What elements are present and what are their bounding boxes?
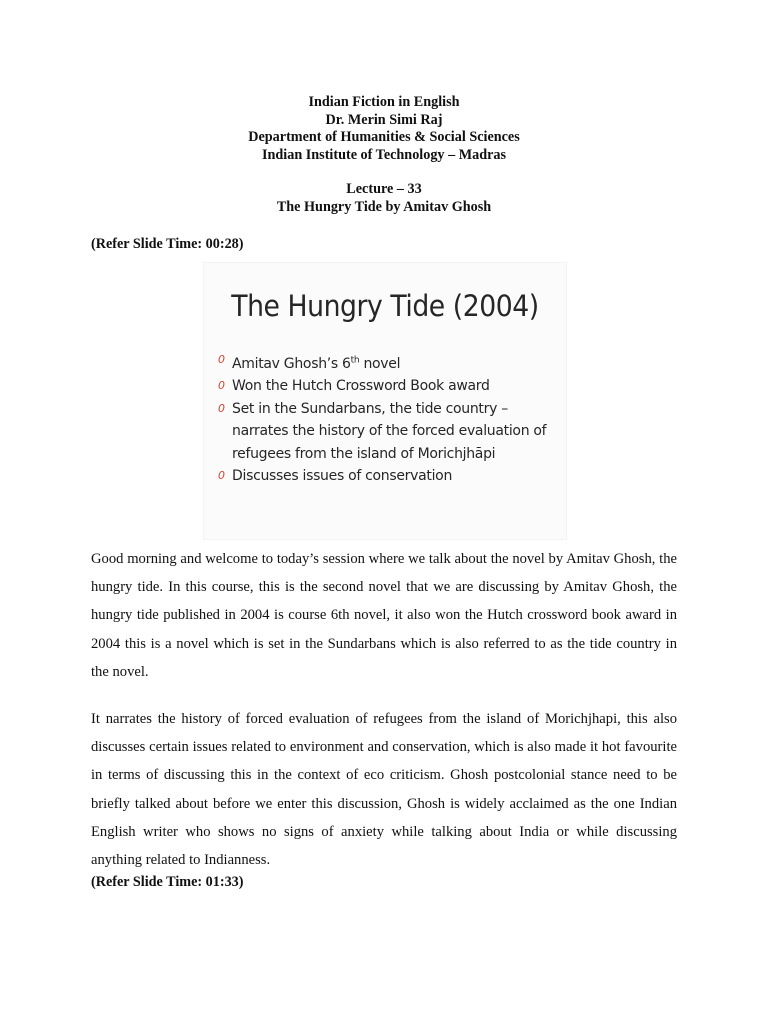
lecture-number: Lecture – 33: [346, 181, 422, 197]
bullet-marker-icon: 0: [218, 379, 225, 393]
slide-bullet: 0 Discusses issues of conservation: [218, 465, 558, 488]
body-paragraph: Good morning and welcome to today’s session where we talk about the novel by Amitav Ghosh, the hungry tide. In this course, this is the second novel that we are discussing by Amitav Ghosh, the hungry tide published in 2004 is course 6th novel, it also won the Hutch crossword book award in 2004 this is a novel which is set in the Sundarbans which is also referred to as the tide country in the novel.: [91, 551, 677, 680]
slide-bullet: 0 Set in the Sundarbans, the tide country – narrates the history of the forced evaluation of refugees from the island of Morichjhāpi: [218, 398, 558, 466]
institute-name: Indian Institute of Technology – Madras: [262, 146, 506, 163]
refer-slide-time-1: (Refer Slide Time: 00:28): [91, 236, 244, 252]
instructor-name: Dr. Merin Simi Raj: [325, 111, 443, 128]
bullet-marker-icon: 0: [218, 401, 225, 415]
slide-bullet-list: [218, 349, 558, 488]
slide-image: [203, 262, 567, 540]
slide-bullet: 0 Amitav Ghosh’s 6th novel: [218, 349, 558, 375]
refer-slide-time-2: (Refer Slide Time: 01:33): [91, 874, 244, 890]
course-title: Indian Fiction in English: [308, 94, 460, 110]
department-name: Department of Humanities & Social Sciences: [248, 129, 520, 145]
bullet-marker-icon: 0: [218, 469, 225, 483]
bullet-marker-icon: 0: [218, 353, 225, 366]
slide-title: The Hungry Tide (2004): [231, 289, 539, 323]
lecture-header: [0, 94, 768, 216]
body-paragraph: It narrates the history of forced evaluation of refugees from the island of Morichjhapi, this also discusses certain issues related to environment and conservation, which is also made it hot favourite in terms of discussing this in the context of eco criticism. Ghosh postcolonial stance need to be briefly talked about before we enter this discussion, Ghosh is widely acclaimed as the one Indian English writer who shows no signs of anxiety while talking about India or while discussing anything related to Indianness.: [91, 711, 677, 869]
slide-bullet: 0 Won the Hutch Crossword Book award: [218, 375, 558, 398]
lecture-title: The Hungry Tide by Amitav Ghosh: [276, 198, 492, 215]
